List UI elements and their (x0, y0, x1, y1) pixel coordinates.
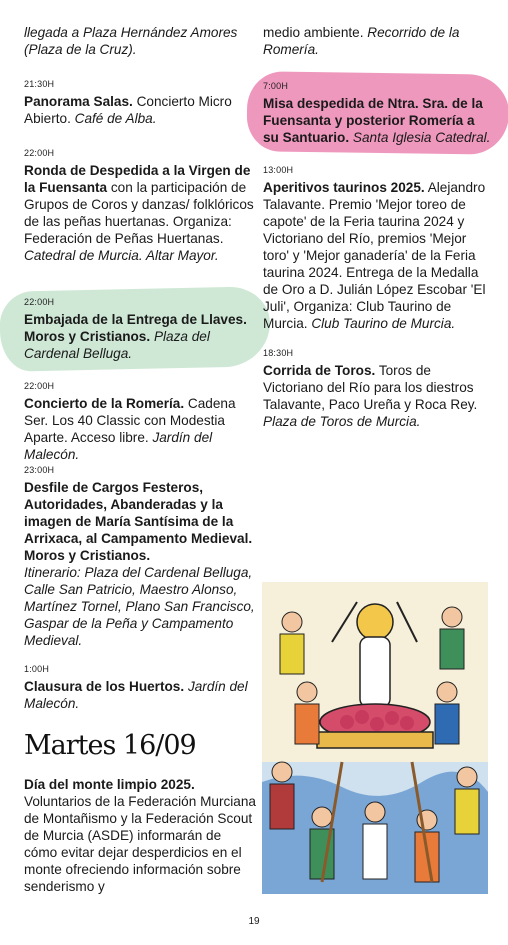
event-venue: Santa Iglesia Catedral. (352, 130, 491, 145)
event-venue: Catedral de Murcia. Altar Mayor. (24, 248, 219, 263)
intro-venue: Recorrido de la Romería. (263, 25, 460, 57)
event-title: Clausura de los Huertos. (24, 679, 185, 694)
event-title: Embajada de la Entrega de Llaves. Moros y Cristianos. (24, 312, 247, 344)
event-venue: Plaza de Toros de Murcia. (263, 414, 421, 429)
event-time: 21:30H (24, 79, 55, 89)
right-column (263, 0, 493, 429)
page-number: 19 (248, 916, 260, 927)
event-desc: Alejandro Talavante. Premio 'Mejor toreo de capote' de la Feria taurina 2024 y Victoriano del Río, premios 'Mejor toro' y 'Mejor ganadería' de la Feria taurina 2024. Entrega de la Medalla de Oro a D. Julián López Escobar 'El Juli', Organiza: Club Taurino de Murcia. (263, 180, 486, 331)
event-venue: Club Taurino de Murcia. (311, 316, 456, 331)
event-time: 13:00H (263, 165, 294, 175)
festival-crowd-procession-illustration (262, 582, 488, 894)
event-time: 22:00H (24, 297, 55, 307)
event-panorama-salas (24, 79, 256, 127)
event-title: Desfile de Cargos Festeros, Autoridades, Abanderadas y la imagen de María Santísima de la Arrixaca, al Campamento Medieval. Moros y Cristianos. (24, 480, 253, 563)
event-title: Concierto de la Romería. (24, 396, 185, 411)
intro-text-right (263, 24, 493, 58)
event-time: 23:00H (24, 465, 55, 475)
event-clausura-huertos (24, 664, 256, 712)
event-corrida-toros (263, 348, 493, 430)
event-venue: Jardín del Malecón. (24, 430, 213, 462)
event-concierto-romeria (24, 381, 256, 463)
day-heading: Martes 16/09 (24, 730, 196, 761)
event-venue: Jardín del Malecón. (24, 679, 248, 711)
event-venue: Café de Alba. (74, 111, 157, 126)
event-desc: Concierto Micro Abierto. (24, 94, 232, 126)
event-title: Corrida de Toros. (263, 363, 376, 378)
intro-text (24, 24, 256, 58)
event-aperitivos-taurinos (263, 165, 493, 332)
event-desfile-cargos (24, 465, 256, 649)
intro-venue: llegada a Plaza Hernández Amores (Plaza de la Cruz). (24, 25, 238, 57)
event-desc: con la participación de Grupos de Coros y danzas/ folklóricos de las peñas huertanas. Organiza: Federación de Peñas Huertanas. (24, 180, 254, 246)
event-title: Ronda de Despedida a la Virgen de la Fuensanta (24, 163, 251, 195)
event-embajada-llaves (24, 297, 256, 362)
event-venue: Plaza del Cardenal Belluga. (24, 329, 210, 361)
event-title: Misa despedida de Ntra. Sra. de la Fuensanta y posterior Romería a su Santuario. (263, 96, 483, 145)
event-monte-limpio (24, 776, 256, 895)
event-time: 18:30H (263, 348, 294, 358)
event-itinerary: Itinerario: Plaza del Cardenal Belluga, Calle San Patricio, Maestro Alonso, Martínez Tornel, Plano San Francisco, Gaspar de la Peña y Campamento Medieval. (24, 565, 255, 648)
event-desc: Toros de Victoriano del Río para los diestros Talavante, Paco Ureña y Roca Rey. (263, 363, 478, 412)
event-title: Día del monte limpio 2025. (24, 777, 195, 792)
left-column (24, 0, 256, 894)
event-time: 22:00H (24, 148, 55, 158)
event-title: Panorama Salas. (24, 94, 133, 109)
event-desc: Cadena Ser. Los 40 Classic con Modestia Aparte. Acceso libre. (24, 396, 236, 445)
event-title: Aperitivos taurinos 2025. (263, 180, 425, 195)
event-time: 22:00H (24, 381, 55, 391)
intro-desc: medio ambiente. (263, 25, 368, 40)
event-ronda-despedida (24, 148, 256, 264)
event-time: 1:00H (24, 664, 50, 674)
event-misa-despedida (263, 81, 493, 146)
event-desc: Voluntarios de la Federación Murciana de Montañismo y la Federación Scout de Murcia (ASDE) informarán de cómo evitar dejar desperdicios en el monte ofreciendo información sobre senderismo y (24, 794, 256, 894)
event-time: 7:00H (263, 81, 289, 91)
